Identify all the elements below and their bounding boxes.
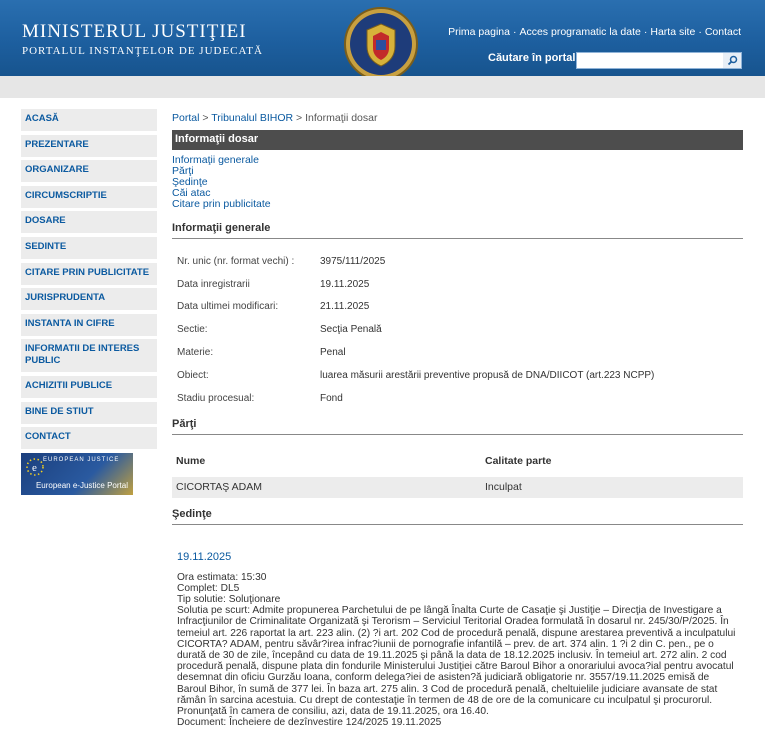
info-row bbox=[172, 273, 743, 296]
portal-subtitle: PORTALUL INSTANŢELOR DE JUDECATĂ bbox=[22, 45, 263, 57]
info-value: 19.11.2025 bbox=[320, 278, 370, 290]
info-row bbox=[172, 318, 743, 341]
sidebar-nav bbox=[21, 109, 157, 495]
search-icon bbox=[727, 55, 738, 66]
ministry-title: MINISTERUL JUSTIŢIEI bbox=[22, 21, 247, 42]
ejustice-bottom-text: European e-Justice Portal bbox=[35, 480, 128, 490]
column-header-calitate: Calitate parte bbox=[485, 454, 552, 467]
search-input[interactable] bbox=[577, 53, 723, 68]
info-value: 3975/111/2025 bbox=[320, 255, 386, 267]
breadcrumb-sep: > bbox=[296, 112, 303, 124]
sidebar-item-informatii-interes-public[interactable]: INFORMATII DE INTERES PUBLIC bbox=[21, 339, 157, 372]
sidebar-item-sedinte[interactable]: SEDINTE bbox=[21, 237, 157, 259]
anchor-parti[interactable]: Părţi bbox=[172, 165, 194, 177]
info-label: Obiect: bbox=[177, 369, 209, 381]
info-label: Data inregistrarii bbox=[177, 278, 250, 290]
info-label: Stadiu procesual: bbox=[177, 392, 255, 404]
breadcrumb-sep: > bbox=[202, 112, 209, 124]
ejustice-portal-banner[interactable] bbox=[21, 453, 133, 495]
column-header-nume: Nume bbox=[176, 454, 206, 467]
header-subbar bbox=[0, 76, 765, 98]
sidebar-item-dosare[interactable]: DOSARE bbox=[21, 211, 157, 233]
anchor-sedinte[interactable]: Şedinţe bbox=[172, 176, 208, 188]
sidebar-item-achizitii-publice[interactable]: ACHIZITII PUBLICE bbox=[21, 376, 157, 398]
sidebar-item-acasa[interactable]: ACASĂ bbox=[21, 109, 157, 131]
sidebar-item-contact[interactable]: CONTACT bbox=[21, 427, 157, 449]
party-name: CICORTAŞ ADAM bbox=[176, 481, 262, 494]
svg-text:e: e bbox=[32, 461, 37, 474]
hearing-document: Document: Încheiere de dezînvestire 124/2025 19.11.2025 bbox=[177, 717, 442, 729]
info-label: Nr. unic (nr. format vechi) : bbox=[177, 255, 295, 267]
sidebar-item-circumscriptie[interactable]: CIRCUMSCRIPTIE bbox=[21, 186, 157, 208]
info-label: Sectie: bbox=[177, 324, 208, 336]
info-label: Materie: bbox=[177, 347, 214, 359]
breadcrumb-current: Informaţii dosar bbox=[305, 112, 378, 124]
breadcrumb-court[interactable]: Tribunalul BIHOR bbox=[211, 112, 294, 124]
info-row bbox=[172, 250, 743, 273]
ejustice-top-text: EUROPEAN JUSTICE bbox=[43, 456, 120, 463]
anchor-cai-atac[interactable]: Căi atac bbox=[172, 187, 211, 199]
breadcrumb-portal[interactable]: Portal bbox=[172, 112, 200, 124]
info-label: Data ultimei modificari: bbox=[177, 301, 279, 313]
info-value: luarea măsurii arestării preventive propusă de DNA/DIICOT (art.223 NCPP) bbox=[320, 369, 655, 381]
hearing-complet: Complet: DL5 bbox=[177, 582, 240, 594]
table-row bbox=[172, 477, 743, 498]
sidebar-item-citare[interactable]: CITARE PRIN PUBLICITATE bbox=[21, 263, 157, 285]
info-value: Penal bbox=[320, 347, 346, 359]
info-row bbox=[172, 387, 743, 410]
coat-of-arms-logo[interactable] bbox=[344, 7, 418, 81]
sidebar-item-organizare[interactable]: ORGANIZARE bbox=[21, 160, 157, 182]
link-harta-site[interactable]: Harta site bbox=[650, 26, 696, 38]
hearing-date: 19.11.2025 bbox=[177, 550, 232, 563]
eu-stars-icon bbox=[25, 457, 45, 477]
info-value: 21.11.2025 bbox=[320, 301, 370, 313]
search-button[interactable] bbox=[723, 53, 741, 68]
anchor-informatii-generale[interactable]: Informaţii generale bbox=[172, 154, 259, 166]
info-row bbox=[172, 296, 743, 319]
general-info-table bbox=[172, 250, 743, 410]
top-links: Prima pagina · Acces programatic la date · Harta site · Contact bbox=[448, 26, 741, 38]
link-acces-programatic[interactable]: Acces programatic la date bbox=[519, 26, 641, 38]
parti-table-header bbox=[172, 451, 743, 471]
link-contact[interactable]: Contact bbox=[704, 26, 741, 38]
info-value: Secţia Penală bbox=[320, 324, 382, 336]
hearing-summary: Solutia pe scurt: Admite propunerea Parchetului de pe lângă Înalta Curte de Casaţie şi Justiţie – Direcţia de Investigare a Infracţiunilor de Criminalitate Organizată şi Terorism – Serviciul Teritorial Oradea formulată în dosarul nr. 245/30/P/2025. În temeiul art. 226 raportat la art. 223 alin. (2) ?i art. 202 Cod de procedură penală, dispune arestarea preventivă a inculpatului CICORTA? ADAM, pentru săvâr?irea infrac?iunii de pornografie infantilă – prev. de art. 374 alin. 1 ?i 2 din C. pen., pe o durată de 30 de zile, începând cu data de 19.11.2025 şi până la data de 18.12.2025 inclusiv. În temeiul art. 272 alin. 2 cod procedură penală, dispune plata din fondurile Ministerului Justiţiei către Baroul Bihor a onorariului avoca?ial pentru avocatul desemnat din oficiu Gurzău Ioana, conform delega?iei de asisten?ă judiciară obligatorie nr. 3557/19.11.2025 emisă de Baroul Bihor, în sumă de 377 lei. În baza art. 275 alin. 3 Cod de procedură penală, cheltuielile judiciare avansate de stat rămân în sarcina acestuia. Cu drept de contestaţie în termen de 48 de ore de la comunicare cu inculpatul şi procurorul. Pronunţată în camera de consiliu, azi, data de 19.11.2025, ora 16.40. bbox=[177, 605, 736, 718]
link-prima-pagina[interactable]: Prima pagina bbox=[448, 26, 510, 38]
page-title: Informaţii dosar bbox=[172, 130, 743, 150]
sidebar-item-jurisprudenta[interactable]: JURISPRUDENTA bbox=[21, 288, 157, 310]
info-row bbox=[172, 341, 743, 364]
info-row bbox=[172, 364, 743, 387]
sidebar-item-bine-de-stiut[interactable]: BINE DE STIUT bbox=[21, 402, 157, 424]
main-content bbox=[172, 112, 743, 728]
party-role: Inculpat bbox=[485, 481, 522, 494]
section-heading-general: Informaţii generale bbox=[172, 222, 743, 239]
section-heading-sedinte: Şedinţe bbox=[172, 508, 743, 525]
hearing-ora: Ora estimata: 15:30 bbox=[177, 571, 267, 583]
info-value: Fond bbox=[320, 392, 343, 404]
anchor-citare-publicitate[interactable]: Citare prin publicitate bbox=[172, 198, 271, 210]
site-header bbox=[0, 0, 765, 76]
sidebar-item-instanta-in-cifre[interactable]: INSTANTA IN CIFRE bbox=[21, 314, 157, 336]
search-label: Căutare în portal bbox=[488, 52, 576, 64]
hearing-details bbox=[172, 572, 743, 729]
sidebar-item-prezentare[interactable]: PREZENTARE bbox=[21, 135, 157, 157]
hearing-tip: Tip solutie: Soluţionare bbox=[177, 593, 281, 605]
section-anchors bbox=[172, 155, 743, 210]
search-box bbox=[576, 52, 742, 69]
breadcrumb bbox=[172, 112, 743, 126]
section-heading-parti: Părţi bbox=[172, 418, 743, 435]
